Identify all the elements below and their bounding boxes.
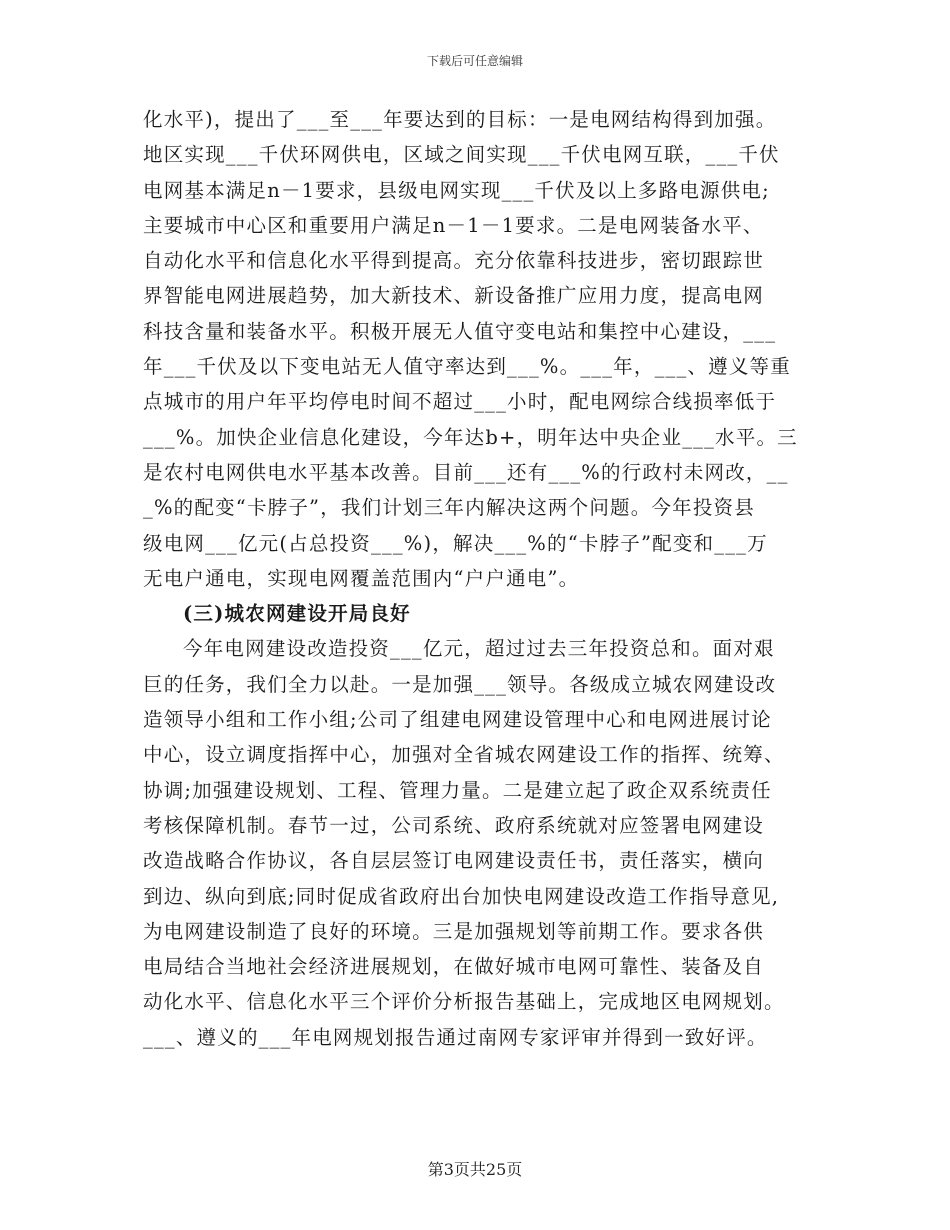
body-line: ___%。加快企业信息化建设，今年达b+，明年达中央企业___水平。三 (143, 425, 798, 449)
body-line: 为电网建设制造了良好的环境。三是加强规划等前期工作。要求各供 (143, 919, 765, 943)
body-line: _%的配变“卡脖子”，我们计划三年内解决这两个问题。今年投资县 (143, 496, 755, 520)
body-line: 中心，设立调度指挥中心，加强对全省城农网建设工作的指挥、统筹、 (143, 743, 785, 767)
body-line: 点城市的用户年平均停电时间不超过___小时，配电网综合线损率低于 (143, 390, 777, 414)
page-number: 第3页共25页 (427, 1160, 523, 1179)
body-line: 改造战略合作协议，各自层层签订电网建设责任书，责任落实，横向 (143, 849, 765, 873)
body-line: 巨的任务，我们全力以赴。一是加强___领导。各级成立城农网建设改 (143, 672, 777, 696)
body-line: 主要城市中心区和重要用户满足n－1－1要求。二是电网装备水平、 (143, 213, 764, 237)
body-line: 界智能电网进展趋势，加大新技术、新设备推广应用力度，提高电网 (143, 284, 765, 308)
section-heading: (三)城农网建设开局良好 (183, 602, 411, 626)
body-line: 是农村电网供电水平基本改善。目前___还有___%的行政村未网改，__ (143, 460, 789, 484)
body-line: ___、遵义的___年电网规划报告通过南网专家评审并得到一致好评。 (143, 1025, 768, 1049)
page-header: 下载后可任意编辑 (426, 54, 523, 68)
body-line: 电网基本满足n－1要求，县级电网实现___千伏及以上多路电源供电; (143, 178, 770, 202)
body-line: 协调;加强建设规划、工程、管理力量。二是建立起了政企双系统责任 (143, 778, 772, 802)
body-line: 科技含量和装备水平。积极开展无人值守变电站和集控中心建设，___ (143, 319, 777, 343)
body-line: 动化水平、信息化水平三个评价分析报告基础上，完成地区电网规划。 (143, 990, 785, 1014)
paragraph-first-line: 今年电网建设改造投资___亿元，超过过去三年投资总和。面对艰 (183, 637, 775, 661)
body-line: 电局结合当地社会经济进展规划，在做好城市电网可靠性、装备及自 (143, 955, 765, 979)
body-line: 无电户通电，实现电网覆盖范围内“户户通电”。 (143, 566, 580, 590)
body-line: 自动化水平和信息化水平得到提高。充分依靠科技进步，密切跟踪世 (143, 249, 765, 273)
body-line: 到边、纵向到底;同时促成省政府出台加快电网建设改造工作指导意见, (143, 884, 780, 908)
body-line: 年___千伏及以下变电站无人值守率达到___%。___年，___、遵义等重 (143, 355, 791, 379)
body-line: 考核保障机制。春节一过，公司系统、政府系统就对应签署电网建设 (143, 813, 765, 837)
document-body (143, 102, 811, 1055)
body-line: 级电网___亿元(占总投资___%)，解决___%的“卡脖子”配变和___万 (143, 531, 768, 555)
body-line: 化水平)，提出了___至___年要达到的目标：一是电网结构得到加强。 (143, 108, 777, 131)
body-line: 地区实现___千伏环网供电，区域之间实现___千伏电网互联，___千伏 (143, 143, 780, 167)
body-line: 造领导小组和工作小组;公司了组建电网建设管理中心和电网进展讨论 (143, 708, 772, 732)
